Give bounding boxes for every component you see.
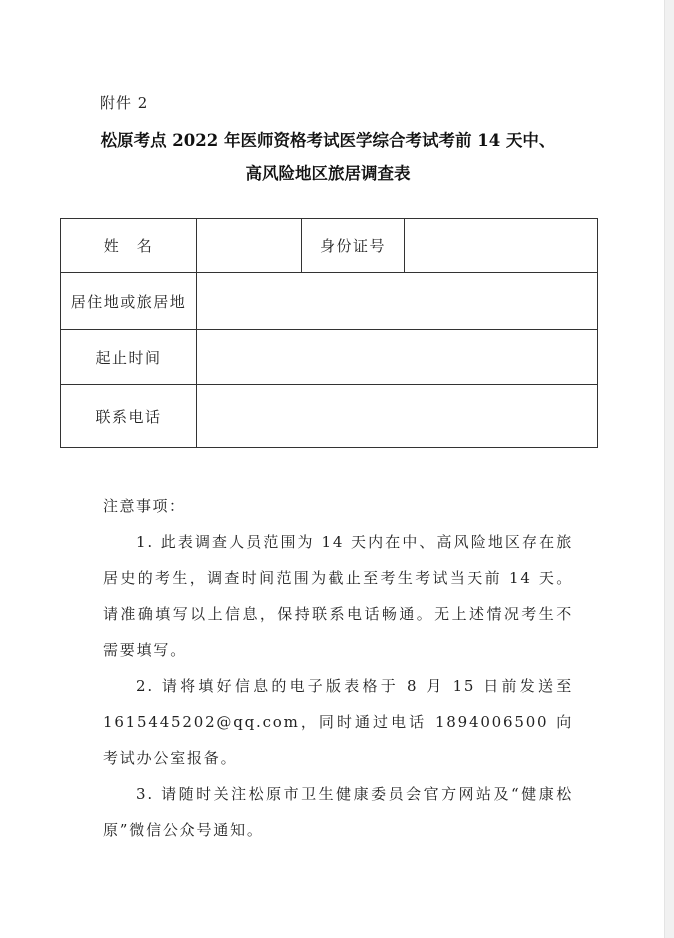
period-input-cell[interactable]: [197, 330, 598, 385]
survey-table: [60, 218, 598, 448]
table-row: [61, 330, 598, 385]
attachment-label: 附件 2: [100, 94, 149, 112]
phone-label-cell: 联系电话: [61, 385, 197, 448]
document-title-line-2: 高风险地区旅居调查表: [245, 164, 411, 183]
document-title-line-1: 松原考点 2022 年医师资格考试医学综合考试考前 14 天中、: [100, 131, 556, 150]
period-label-cell: 起止时间: [61, 330, 197, 385]
name-label-cell: 姓 名: [61, 219, 197, 273]
note-item-1: 1. 此表调查人员范围为 14 天内在中、高风险地区存在旅居史的考生，调查时间范围为截止至考生考试当天前 14 天。请准确填写以上信息，保持联系电话畅通。无上述情况考生不需要填写。: [103, 533, 573, 659]
table-row: [61, 385, 598, 448]
id-number-label-cell: 身份证号: [302, 219, 405, 273]
notes-heading: 注意事项：: [103, 497, 186, 515]
id-number-input-cell[interactable]: [405, 219, 598, 273]
table-row: [61, 219, 598, 273]
note-item-3: 3. 请随时关注松原市卫生健康委员会官方网站及“健康松原”微信公众号通知。: [103, 785, 573, 839]
residence-label-cell: 居住地或旅居地: [61, 273, 197, 330]
table-row: [61, 273, 598, 330]
residence-input-cell[interactable]: [197, 273, 598, 330]
note-item-2: 2. 请将填好信息的电子版表格于 8 月 15 日前发送至 1615445202@qq.com，同时通过电话 1894006500 向考试办公室报备。: [103, 677, 573, 767]
name-input-cell[interactable]: [197, 219, 302, 273]
scrollbar-track[interactable]: [664, 0, 674, 938]
notes-section: [103, 488, 573, 848]
phone-input-cell[interactable]: [197, 385, 598, 448]
